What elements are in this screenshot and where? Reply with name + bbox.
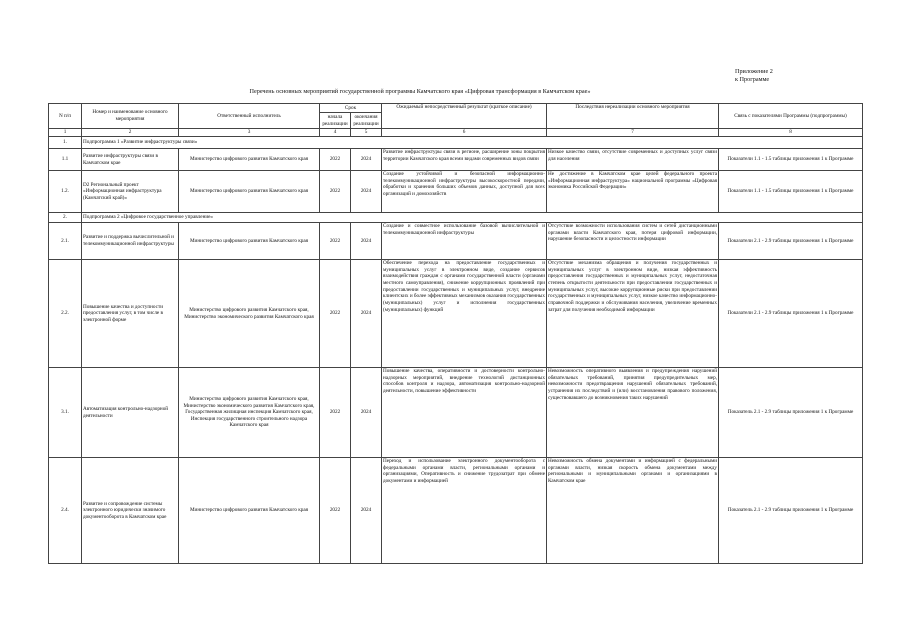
appendix-line-2: к Программе: [735, 76, 770, 84]
table-row: [49, 458, 863, 564]
row-consequences: Низкое качество связи, отсутствие современных и доступных услуг связи для населения: [547, 149, 719, 171]
header-name: Номер и наименование основного мероприятия: [82, 104, 179, 129]
header-result: Ожидаемый непосредственный результат (краткое описание): [382, 104, 547, 129]
row-link: Показатели 1.1 - 1.5 таблицы приложения 1 к Программе: [719, 149, 863, 171]
row-end: 2024: [351, 223, 382, 260]
colnum-cell: 3: [179, 129, 320, 137]
row-start: 2022: [320, 260, 351, 368]
row-consequences: Отсутствие механизма обращения и получения государственных и муниципальных услуг в электронном виде, низкая эффективность предоставления государственных и муниципальных услуг, недостаточная степень открытости деятельности при предоставлении государственных и муниципальных услуг, высокие коррупционные риски при предоставлении государственных и муниципальных услуг, низкое качество информационно-справочной поддержки и обслуживания населения, увеличение временных затрат для получения необходимой информации: [547, 260, 719, 368]
row-link: Показатели 1.1 - 1.5 таблицы приложения 1 к Программе: [719, 171, 863, 213]
row-num: 1.1: [49, 149, 82, 171]
subprogram-title: Подпрограмма 1 «Развитие инфраструктуры связи»: [82, 137, 863, 149]
row-result: Повышение качества, оперативности и достоверности контрольно-надзорных мероприятий, внедрение технологий дистанционных способов контроля и надзора, автоматизация контрольно-надзорной деятельности, повышение эффективности: [382, 368, 547, 458]
table-row: [49, 149, 863, 171]
row-end: 2024: [351, 149, 382, 171]
row-num: 1.2.: [49, 171, 82, 213]
colnum-cell: 7: [547, 129, 719, 137]
row-num: 2.4.: [49, 458, 82, 564]
header-link: Связь с показателями Программы (подпрограммы): [719, 104, 863, 129]
row-link: Показатели 2.1 - 2.9 таблицы приложения 1 к Программе: [719, 260, 863, 368]
row-executor: Министерство цифрового развития Камчатского края: [179, 223, 320, 260]
header-num: N п/п: [49, 104, 82, 129]
row-num: 3.1.: [49, 368, 82, 458]
row-consequences: Не достижение в Камчатском крае целей федерального проекта «Информационная инфраструктура» национальной программы «Цифровая экономика Российской Федерации»: [547, 171, 719, 213]
appendix-line-1: Приложение 2: [735, 68, 773, 75]
subprogram-num: 2.: [49, 213, 82, 223]
table-row: [49, 260, 863, 368]
row-consequences: Отсутствие возможности использования систем и сетей дистанционными органами власти Камчатского края, потеря цифровой информации, нарушение безопасности и целостности информации: [547, 223, 719, 260]
row-executor: Министерство цифрового развития Камчатского края: [179, 149, 320, 171]
row-result: Переход и использование электронного документооборота с федеральными органами власти, региональными органами и организациями, Оперативность и снижение трудозатрат при обмене документами и информацией: [382, 458, 547, 564]
row-link: Показатель 2.1 - 2.9 таблицы приложения 1 к Программе: [719, 368, 863, 458]
row-executor: Министерство цифрового развития Камчатского края: [179, 458, 320, 564]
colnum-cell: 6: [382, 129, 547, 137]
header-end: окончания реализации: [351, 113, 382, 129]
subprogram-title: Подпрограмма 2 «Цифровое государственное управление»: [82, 213, 863, 223]
row-consequences: Невозможность обмена документами и информацией с федеральными органами власти, низкая скорость обмена документами между региональными и муниципальными органами и организациями в Камчатском крае: [547, 458, 719, 564]
table-row: [49, 171, 863, 213]
row-num: 2.1.: [49, 223, 82, 260]
row-end: 2024: [351, 171, 382, 213]
row-executor: Министерство цифрового развития Камчатского края, Министерство экономического развития Камчатского края, Государственная жилищная инспекция Камчатского края, Инспекция государственного строительного надзора Камчатского края: [179, 368, 320, 458]
row-start: 2022: [320, 171, 351, 213]
row-num: 2.2.: [49, 260, 82, 368]
row-result: Развитие инфраструктуры связи в регионе, расширение зоны покрытия территории Камчатского края всеми видами современных видов связи: [382, 149, 547, 171]
header-term: Срок: [320, 104, 382, 113]
subprogram-num: 1.: [49, 137, 82, 149]
table-row: [49, 368, 863, 458]
row-executor: Министерство цифрового развития Камчатского края, Министерство экономического развития Камчатского края: [179, 260, 320, 368]
row-name: Развитие и поддержка вычислительной и телекоммуникационной инфраструктуры: [82, 223, 179, 260]
column-number-row: [49, 129, 863, 137]
document-title: Перечень основных мероприятий государственной программы Камчатского края «Цифровая трансформация в Камчатском крае»: [249, 88, 591, 95]
row-start: 2022: [320, 223, 351, 260]
row-consequences: Невозможность оперативного выявления и предупреждения нарушений обязательных требований, принятия предупредительных мер, невозможности предотвращения нарушений обязательных требований, устранения их последствий и (или) восстановления правового положения, существовавшего до возникновения таких нарушений: [547, 368, 719, 458]
colnum-cell: 1: [49, 129, 82, 137]
row-end: 2024: [351, 458, 382, 564]
subprogram-row: [49, 137, 863, 149]
colnum-cell: 8: [719, 129, 863, 137]
row-name: Автоматизация контрольно-надзорной деятельности: [82, 368, 179, 458]
row-start: 2022: [320, 368, 351, 458]
row-executor: Министерство цифрового развития Камчатского края: [179, 171, 320, 213]
row-name: D2 Региональный проект «Информационная инфраструктура (Камчатский край)»: [82, 171, 179, 213]
header-executor: Ответственный исполнитель: [179, 104, 320, 129]
table-row: [49, 223, 863, 260]
header-consequences: Последствия нереализации основного мероприятия: [547, 104, 719, 129]
row-name: Развитие и сопровождение системы электронного юридически значимого документооборота в Камчатском крае: [82, 458, 179, 564]
row-name: Повышение качества и доступности предоставления услуг, в том числе в электронной форме: [82, 260, 179, 368]
colnum-cell: 4: [320, 129, 351, 137]
row-start: 2022: [320, 149, 351, 171]
header-start: начала реализации: [320, 113, 351, 129]
subprogram-row: [49, 213, 863, 223]
row-result: Создание устойчивой и безопасной информационно-телекоммуникационной инфраструктуры высокоскоростной передачи, обработки и хранения больших объемов данных, доступной для всех организаций и домохозяйств: [382, 171, 547, 213]
row-result: Создание и совместное использование базовой вычислительной и телекоммуникационной инфраструктуры: [382, 223, 547, 260]
appendix-label: [735, 68, 855, 85]
colnum-cell: 2: [82, 129, 179, 137]
row-start: 2022: [320, 458, 351, 564]
row-result: Обеспечение перехода на предоставление государственных и муниципальных услуг в электронном виде, создание сервисов взаимодействия граждан с органами государственной власти (органами местного самоуправления), снижение коррупционных проявлений при предоставлении государственных и муниципальных услуг, внедрение клиентских и более эффективных механизмов оказания государственных (муниципальных) услуг и исполнения государственных (муниципальных) функций: [382, 260, 547, 368]
measures-table: [48, 103, 863, 564]
colnum-cell: 5: [351, 129, 382, 137]
row-link: Показатель 2.1 - 2.9 таблицы приложения 1 к Программе: [719, 458, 863, 564]
row-end: 2024: [351, 368, 382, 458]
row-end: 2024: [351, 260, 382, 368]
row-name: Развитие инфраструктуры связи в Камчатском крае: [82, 149, 179, 171]
row-link: Показатели 2.1 - 2.9 таблицы приложения 1 к Программе: [719, 223, 863, 260]
